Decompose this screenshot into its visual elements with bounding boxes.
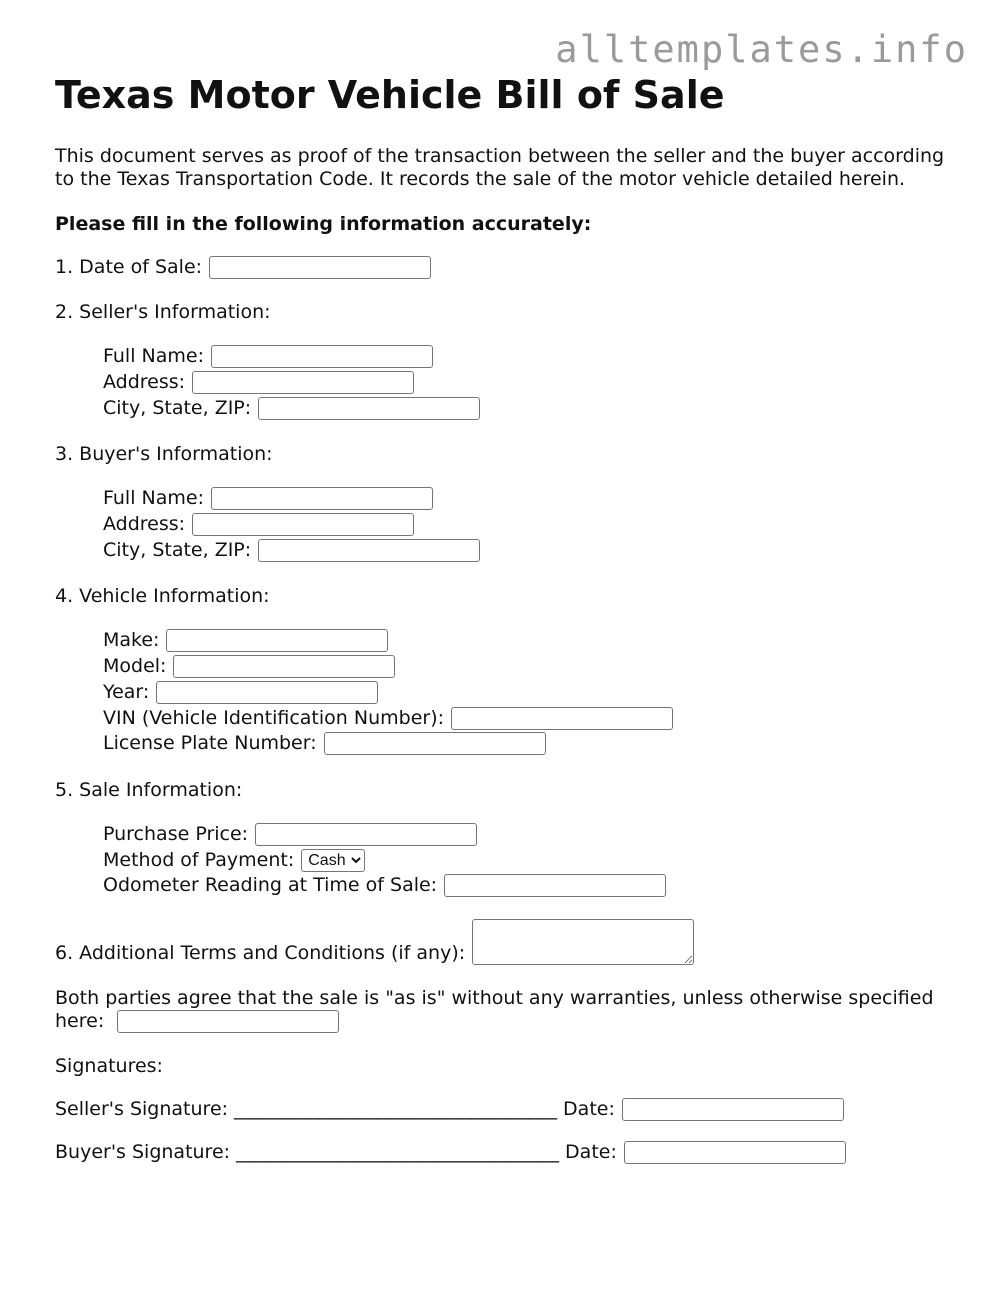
vehicle-make-item [103, 628, 955, 654]
terms-textarea[interactable] [472, 919, 694, 965]
vehicle-model-item [103, 654, 955, 680]
seller-signature-line[interactable]: __________________________________ [234, 1097, 558, 1120]
buyer-address-label: Address: [103, 513, 186, 536]
warranty-input[interactable] [117, 1010, 339, 1033]
warranty-paragraph [55, 987, 955, 1033]
buyer-date-label: Date: [565, 1140, 617, 1163]
vehicle-plate-item [103, 731, 955, 757]
intro-paragraph: This document serves as proof of the transaction between the seller and the buyer according to the Texas Transportation Code. It records the sale of the motor vehicle detailed herein. [55, 145, 945, 190]
date-of-sale-input[interactable] [209, 256, 431, 279]
vehicle-vin-label: VIN (Vehicle Identification Number): [103, 706, 445, 729]
odometer-label: Odometer Reading at Time of Sale: [103, 874, 438, 897]
date-of-sale-label: 1. Date of Sale: [55, 256, 203, 278]
bill-of-sale-form [55, 72, 955, 1164]
buyer-city-input[interactable] [258, 539, 480, 562]
seller-signature-row [55, 1098, 955, 1121]
sale-fields [55, 822, 955, 899]
vehicle-year-label: Year: [103, 680, 150, 703]
seller-address-input[interactable] [192, 371, 414, 394]
date-of-sale-row [55, 256, 955, 279]
buyer-address-item [103, 512, 955, 538]
buyer-full-name-input[interactable] [211, 487, 433, 510]
vehicle-plate-label: License Plate Number: [103, 732, 317, 755]
purchase-price-input[interactable] [255, 823, 477, 846]
seller-fields [55, 344, 955, 421]
buyer-full-name-item [103, 486, 955, 512]
buyer-date-input[interactable] [624, 1141, 846, 1164]
signatures-title: Signatures: [55, 1054, 163, 1077]
payment-method-select[interactable] [301, 849, 365, 872]
seller-full-name-item [103, 344, 955, 370]
buyer-city-item [103, 537, 955, 563]
vehicle-make-label: Make: [103, 629, 160, 652]
vehicle-fields [55, 628, 955, 756]
terms-label: 6. Additional Terms and Conditions (if any): [55, 941, 466, 964]
vehicle-vin-input[interactable] [451, 707, 673, 730]
vehicle-year-input[interactable] [156, 681, 378, 704]
seller-section-title: 2. Seller's Information: [55, 301, 271, 323]
buyer-signature-row [55, 1141, 955, 1164]
buyer-fields [55, 486, 955, 563]
seller-full-name-input[interactable] [211, 345, 433, 368]
warranty-text: Both parties agree that the sale is "as is" without any warranties, unless otherwise specified here: [55, 986, 934, 1032]
vehicle-model-label: Model: [103, 655, 167, 678]
instructions-heading: Please fill in the following information accurately: [55, 213, 592, 235]
sale-payment-item [103, 847, 955, 873]
buyer-city-label: City, State, ZIP: [103, 538, 252, 561]
seller-city-input[interactable] [258, 397, 480, 420]
sale-price-item [103, 822, 955, 848]
seller-signature-label: Seller's Signature: [55, 1097, 229, 1120]
seller-date-input[interactable] [622, 1098, 844, 1121]
sale-odometer-item [103, 873, 955, 899]
watermark: alltemplates.info [555, 28, 968, 71]
terms-row [55, 919, 955, 965]
seller-full-name-label: Full Name: [103, 345, 204, 368]
sale-section-title: 5. Sale Information: [55, 778, 243, 801]
odometer-input[interactable] [444, 874, 666, 897]
seller-city-label: City, State, ZIP: [103, 396, 252, 419]
buyer-signature-label: Buyer's Signature: [55, 1140, 231, 1163]
buyer-signature-line[interactable]: __________________________________ [236, 1140, 560, 1163]
buyer-full-name-label: Full Name: [103, 487, 204, 510]
vehicle-model-input[interactable] [173, 655, 395, 678]
buyer-address-input[interactable] [192, 513, 414, 536]
vehicle-section-title: 4. Vehicle Information: [55, 585, 270, 608]
page-title: Texas Motor Vehicle Bill of Sale [55, 73, 725, 117]
seller-address-label: Address: [103, 371, 186, 394]
sale-price-label: Purchase Price: [103, 822, 249, 845]
vehicle-plate-input[interactable] [324, 732, 546, 755]
seller-date-label: Date: [563, 1097, 615, 1120]
seller-address-item [103, 370, 955, 396]
payment-method-label: Method of Payment: [103, 848, 295, 871]
buyer-section-title: 3. Buyer's Information: [55, 443, 273, 466]
vehicle-make-input[interactable] [166, 629, 388, 652]
seller-city-item [103, 395, 955, 421]
vehicle-vin-item [103, 705, 955, 731]
vehicle-year-item [103, 680, 955, 706]
